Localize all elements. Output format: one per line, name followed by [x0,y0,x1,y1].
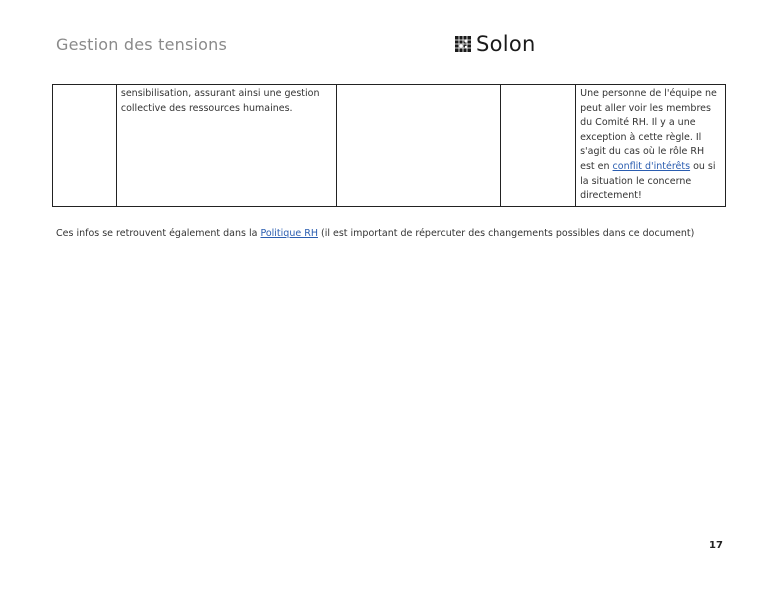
cell-text: Une personne de l'équipe ne peut aller voir les membres du Comité RH. Il y a une exception à cette règle. Il s'agit du cas où le rôle RH est en [580,88,717,172]
cell-text: ou si la situation le concerne directement! [580,160,716,202]
table-cell [501,85,576,207]
section-title: Gestion des tensions [56,35,228,54]
table-cell [576,85,726,207]
table-row [53,85,726,207]
table-cell: sensibilisation, assurant ainsi une gestion collective des ressources humaines. [116,85,336,207]
footnote [56,228,694,239]
grid-logo-icon [455,36,471,52]
footnote-text: (il est important de répercuter des changements possibles dans ce document) [317,228,695,239]
brand [455,32,536,56]
content-table [52,84,726,207]
conflit-interets-link[interactable]: conflit d'intérêts [612,160,691,172]
footnote-text: Ces infos se retrouvent également dans la [56,228,261,239]
page-number: 17 [709,540,723,551]
politique-rh-link[interactable]: Politique RH [260,228,318,239]
brand-name: Solon [476,32,536,56]
table-cell [336,85,501,207]
table-cell [53,85,117,207]
